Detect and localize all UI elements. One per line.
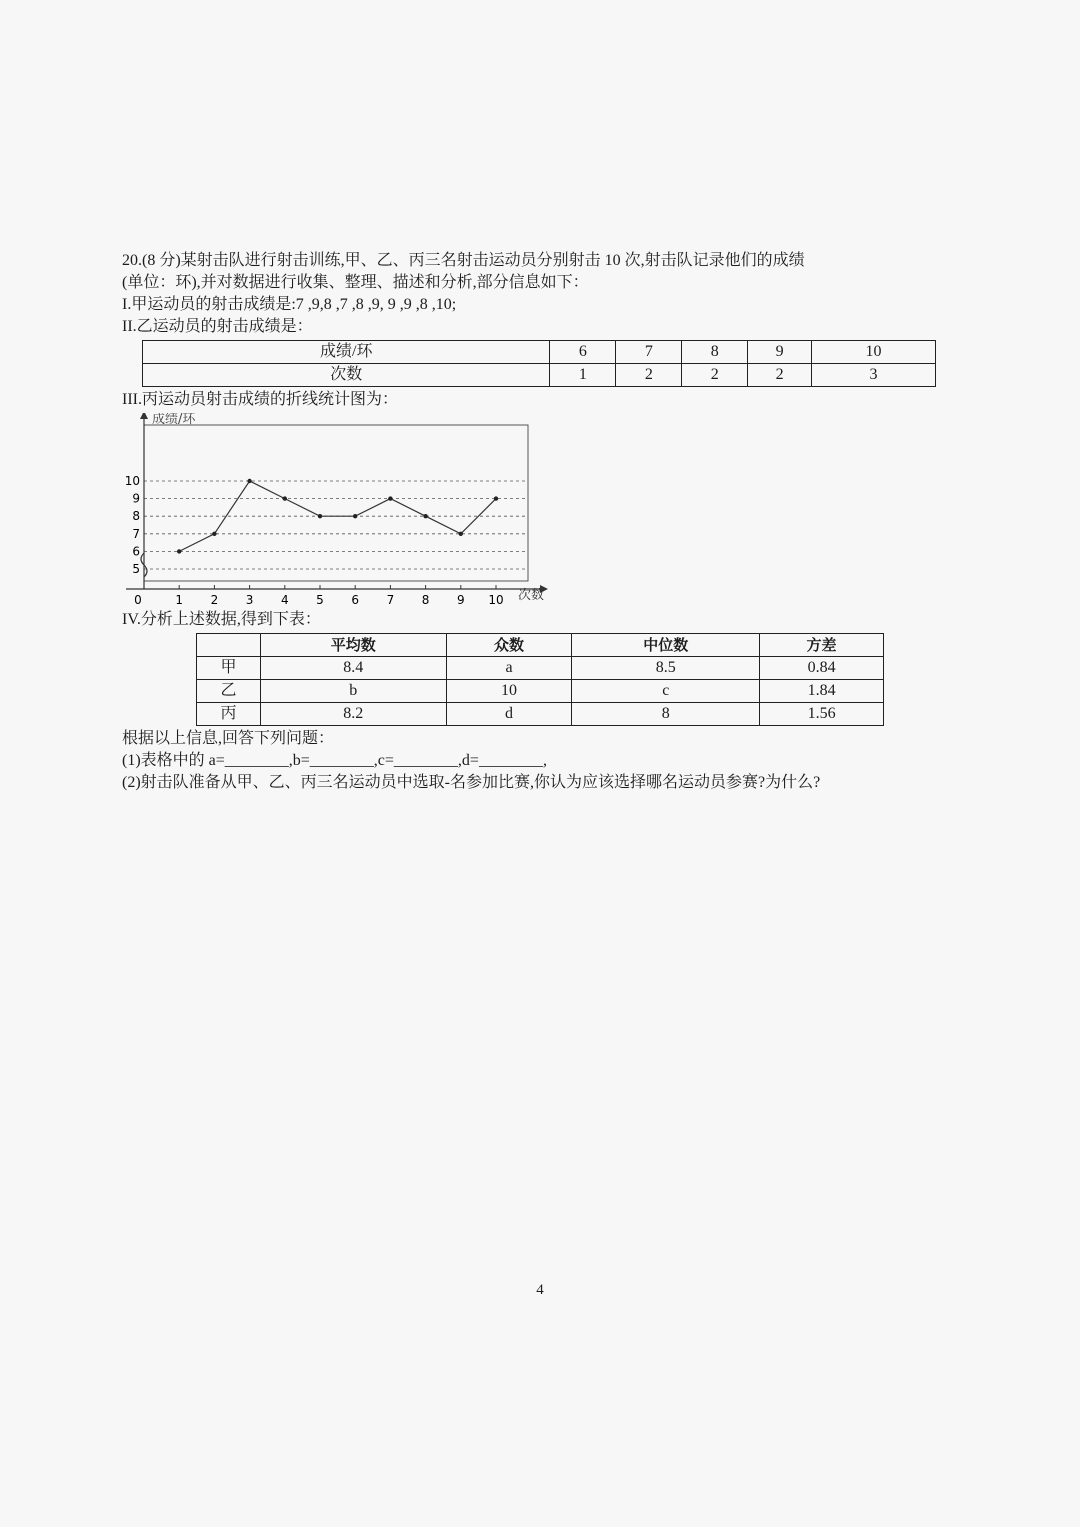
header-cell: 中位数 [572,634,760,657]
table-row [143,341,936,364]
x-tick-label: 5 [316,593,324,607]
table-cell: c [572,680,760,703]
score-cell: 7 [616,341,682,364]
header-cell: 平均数 [260,634,446,657]
x-tick-label: 8 [421,593,430,607]
bing-line-chart [122,413,942,609]
score-cell: 9 [748,341,812,364]
x-tick-labels [134,585,503,607]
page-number: 4 [536,1282,544,1298]
data-point [423,514,427,518]
table-cell: d [446,703,572,726]
table-row [197,657,884,680]
count-cell: 3 [812,364,936,387]
x-tick-label: 7 [386,593,395,607]
y-tick-label: 10 [124,474,140,488]
plot-frame [144,425,528,581]
x-tick-label: 6 [351,593,360,607]
data-point [318,514,322,518]
x-tick-label: 0 [134,593,142,607]
y-tick-label: 8 [132,509,140,524]
table-cell: 0.84 [760,657,884,680]
y-tick-label: 6 [132,544,140,559]
line-chart-svg [122,413,562,609]
table-cell: 8 [572,703,760,726]
count-cell: 2 [682,364,748,387]
series-line [179,481,496,551]
sub-question-1: (1)表格中的 a=________,b=________,c=________,d=________, [122,752,547,769]
y-tick-label: 7 [132,526,140,541]
part-4-text: IV.分析上述数据,得到下表： [122,611,321,628]
part-3-text: III.丙运动员射击成绩的折线统计图为： [122,391,398,408]
x-tick-label: 3 [245,593,254,607]
score-cell: 6 [550,341,616,364]
yi-score-table [142,340,936,387]
question-block [122,250,942,794]
table-cell: 1.56 [760,703,884,726]
header-cell: 方差 [760,634,884,657]
data-point [459,532,463,536]
x-tick-label: 9 [456,593,465,607]
count-cell: 2 [616,364,682,387]
row-label-count: 次数 [143,364,550,387]
data-point [494,496,498,500]
table-row [197,680,884,703]
data-point [388,496,392,500]
header-cell: 众数 [446,634,572,657]
table-cell: 8.5 [572,657,760,680]
header-cell [197,634,261,657]
y-tick-label: 5 [132,562,140,576]
score-cell: 10 [812,341,936,364]
table-cell: 丙 [197,703,261,726]
table-row [143,364,936,387]
x-tick-label: 10 [488,593,504,607]
table-cell: 8.4 [260,657,446,680]
prompt-text: 根据以上信息,回答下列问题： [122,730,335,747]
data-point [177,549,181,553]
data-point [247,479,251,483]
sub-question-2: (2)射击队准备从甲、乙、丙三名运动员中选取-名参加比赛,你认为应该选择哪名运动员参赛?为什么? [122,774,821,791]
table-cell: 乙 [197,680,261,703]
x-tick-label: 1 [175,593,184,607]
row-label-score: 成绩/环 [143,341,550,364]
data-point [212,532,216,536]
part-1-text: I.甲运动员的射击成绩是:7 ,9,8 ,7 ,8 ,9, 9 ,9 ,8 ,10; [122,296,457,313]
question-line-1: 20.(8 分)某射击队进行射击训练,甲、乙、丙三名射击运动员分别射击 10 次,射击队记录他们的成绩 [122,252,805,269]
x-tick-label: 4 [280,593,289,607]
table-cell: 1.84 [760,680,884,703]
question-line-2: (单位：环),并对数据进行收集、整理、描述和分析,部分信息如下： [122,274,589,291]
table-cell: 10 [446,680,572,703]
part-2-text: II.乙运动员的射击成绩是： [122,318,313,335]
count-cell: 1 [550,364,616,387]
x-tick-label: 2 [210,593,219,607]
y-tick-label: 9 [132,491,140,506]
table-cell: b [260,680,446,703]
table-header-row [197,634,884,657]
table-cell: 甲 [197,657,261,680]
count-cell: 2 [748,364,812,387]
y-tick-labels [125,474,140,576]
y-axis-label: 成绩/环 [152,413,196,427]
summary-table [196,633,884,726]
table-cell: 8.2 [260,703,446,726]
table-cell: a [446,657,572,680]
x-axis-label: 次数 [518,588,545,603]
data-point [283,496,287,500]
y-axis-arrow [140,413,148,419]
data-point [353,514,357,518]
table-row [197,703,884,726]
score-cell: 8 [682,341,748,364]
